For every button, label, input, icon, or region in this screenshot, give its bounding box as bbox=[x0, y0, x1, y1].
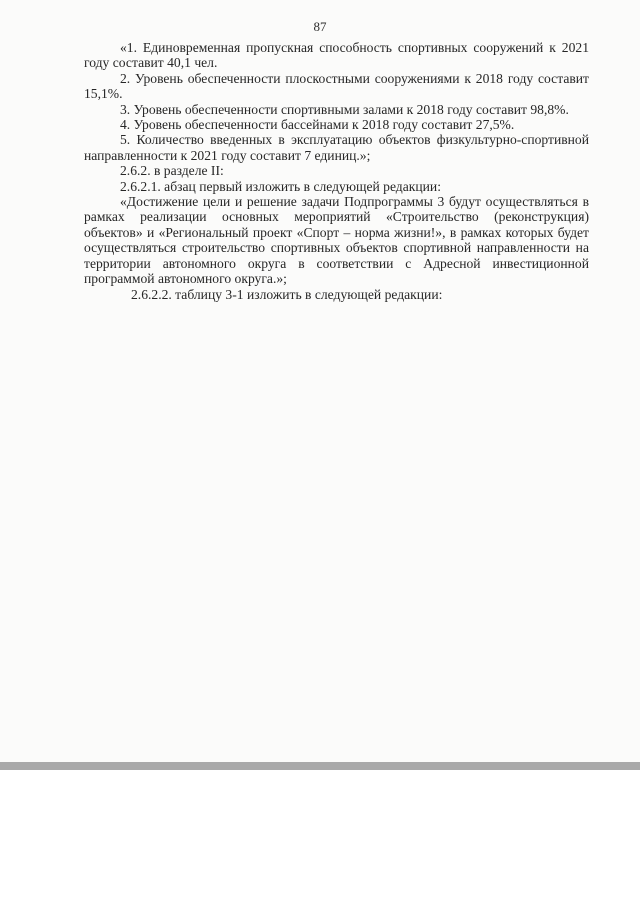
blank-area bbox=[0, 770, 640, 905]
paragraph-section-2-6-2: 2.6.2. в разделе II: bbox=[120, 163, 224, 179]
scan-bottom-edge bbox=[0, 762, 640, 770]
page-number: 87 bbox=[313, 19, 327, 34]
paragraph-item-4: 4. Уровень обеспеченности бассейнами к 2018 году составит 27,5%. bbox=[120, 117, 515, 133]
paragraph-item-5: 5. Количество введенных в эксплуатацию объектов физкультурно-спортивной направленности к 2021 году составит 7 единиц.»; bbox=[84, 132, 589, 163]
paragraph-section-2-6-2-1: 2.6.2.1. абзац первый изложить в следующей редакции: bbox=[120, 178, 441, 194]
paragraph-item-3: 3. Уровень обеспеченности спортивными залами к 2018 году составит 98,8%. bbox=[120, 101, 569, 117]
paragraph-section-2-6-2-2: 2.6.2.2. таблицу 3-1 изложить в следующей редакции: bbox=[131, 286, 443, 302]
paragraph-item-2: 2. Уровень обеспеченности плоскостными сооружениями к 2018 году составит 15,1%. bbox=[84, 70, 589, 102]
document-body bbox=[84, 40, 589, 302]
paragraph-quoted-text: «Достижение цели и решение задачи Подпрограммы 3 будут осуществляться в рамках реализации основных мероприятий «Строительство (реконструкция) объектов» и «Региональный проект «Спорт – норма жизни!», в рамках которых будет осуществляться строительство спортивных объектов спортивной направленности на территории автономного округа в соответствии с Адресной инвестиционной программой автономного округа.»; bbox=[84, 194, 589, 287]
paragraph-item-1: «1. Единовременная пропускная способность спортивных сооружений к 2021 году составит 40,1 чел. bbox=[84, 40, 589, 71]
